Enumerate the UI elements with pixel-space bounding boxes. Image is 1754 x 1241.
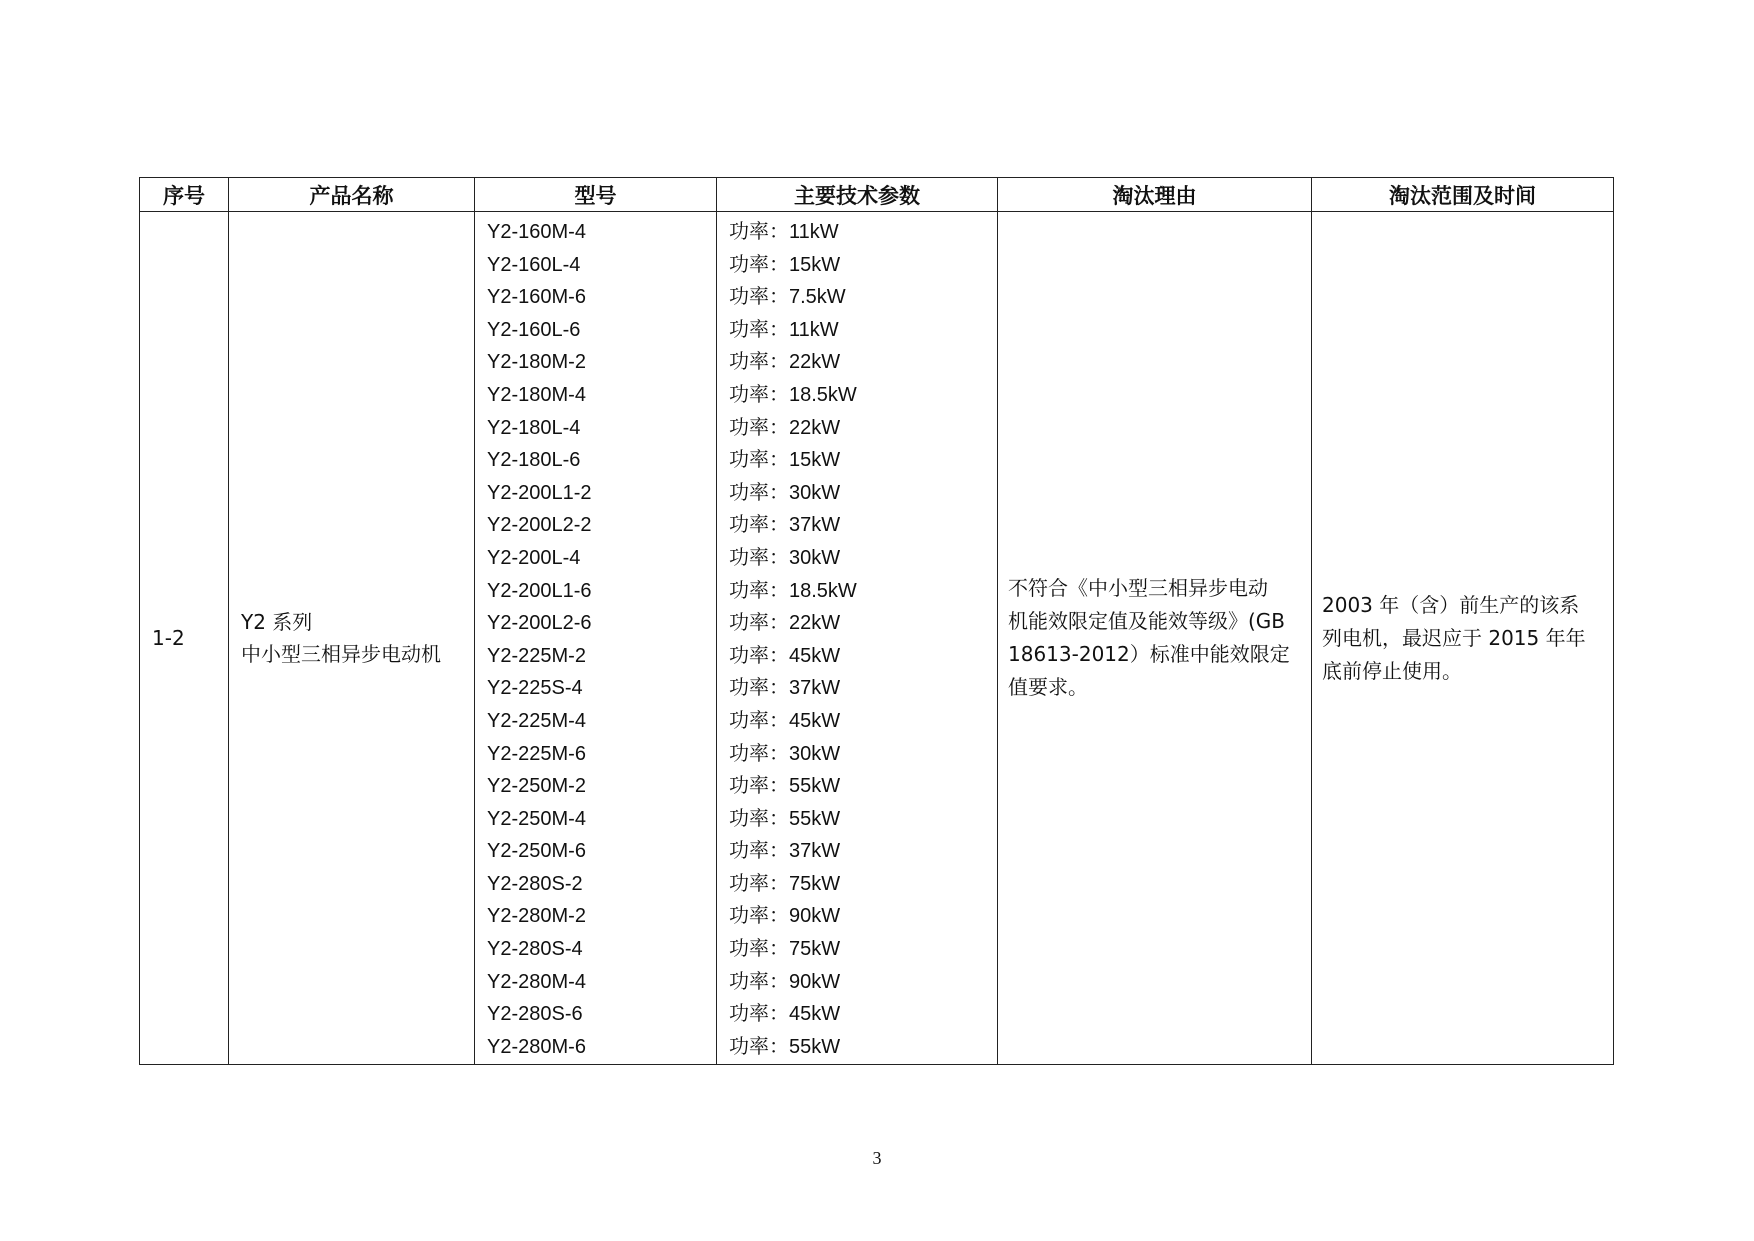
model-item: Y2-200L1-2 bbox=[487, 481, 592, 504]
tech-param-item: 功率：15kW bbox=[729, 449, 841, 472]
model-item: Y2-225S-4 bbox=[487, 677, 583, 700]
model-item: Y2-160M-6 bbox=[487, 286, 586, 309]
model-item: Y2-250M-4 bbox=[487, 807, 586, 830]
tech-param-item: 功率：55kW bbox=[729, 807, 841, 830]
model-item: Y2-160M-4 bbox=[487, 221, 586, 243]
tech-param-item: 功率：22kW bbox=[729, 351, 841, 374]
tech-param-item: 功率：45kW bbox=[729, 1003, 841, 1026]
page-number: 3 bbox=[872, 1148, 882, 1168]
model-item: Y2-180L-4 bbox=[487, 416, 581, 439]
scope-line: 列电机，最迟应于 2015 年年 bbox=[1322, 625, 1586, 650]
model-item: Y2-280M-2 bbox=[487, 905, 586, 928]
tech-param-item: 功率：7.5kW bbox=[729, 286, 846, 309]
model-item: Y2-180L-6 bbox=[487, 449, 581, 472]
tech-param-item: 功率：18.5kW bbox=[729, 383, 857, 406]
tech-param-item: 功率：15kW bbox=[729, 253, 841, 276]
model-item: Y2-160L-4 bbox=[487, 253, 581, 276]
model-item: Y2-180M-4 bbox=[487, 383, 586, 406]
model-item: Y2-180M-2 bbox=[487, 351, 586, 374]
tech-param-item: 功率：30kW bbox=[729, 481, 841, 504]
product-series: Y2 系列 bbox=[241, 610, 313, 635]
model-item: Y2-200L-4 bbox=[487, 546, 581, 569]
tech-params-cell bbox=[717, 212, 998, 1065]
reason-line: 不符合《中小型三相异步电动 bbox=[1008, 576, 1268, 601]
model-item: Y2-200L2-6 bbox=[487, 612, 592, 635]
model-cell bbox=[475, 212, 717, 1065]
tech-param-item: 功率：22kW bbox=[729, 416, 841, 439]
reason-line: 值要求。 bbox=[1008, 675, 1088, 700]
reason-line: 18613-2012）标准中能效限定 bbox=[1008, 642, 1290, 667]
model-item: Y2-200L1-6 bbox=[487, 579, 592, 602]
tech-param-item: 功率：37kW bbox=[729, 514, 841, 537]
tech-param-item: 功率：55kW bbox=[729, 775, 841, 798]
tech-param-item: 功率：30kW bbox=[729, 742, 841, 765]
tech-param-item: 功率：55kW bbox=[729, 1035, 841, 1058]
tech-param-item: 功率：90kW bbox=[729, 905, 841, 928]
scope-time-cell bbox=[1312, 212, 1614, 1065]
header-product-name: 产品名称 bbox=[229, 178, 475, 212]
model-item: Y2-225M-4 bbox=[487, 709, 586, 732]
model-item: Y2-225M-6 bbox=[487, 742, 586, 765]
tech-param-item: 功率：75kW bbox=[729, 938, 841, 961]
tech-param-item: 功率：22kW bbox=[729, 612, 841, 635]
header-reason: 淘汰理由 bbox=[998, 178, 1312, 212]
model-item: Y2-250M-6 bbox=[487, 840, 586, 863]
model-item: Y2-250M-2 bbox=[487, 775, 586, 798]
model-item: Y2-280M-6 bbox=[487, 1035, 586, 1058]
tech-param-item: 功率：18.5kW bbox=[729, 579, 857, 602]
model-item: Y2-280S-6 bbox=[487, 1003, 583, 1026]
seq-number: 1-2 bbox=[152, 626, 185, 651]
model-item: Y2-280S-4 bbox=[487, 938, 583, 961]
tech-param-item: 功率：37kW bbox=[729, 840, 841, 863]
header-scope-time: 淘汰范围及时间 bbox=[1312, 178, 1614, 212]
tech-params-list bbox=[717, 212, 997, 1064]
model-item: Y2-200L2-2 bbox=[487, 514, 592, 537]
header-tech-params: 主要技术参数 bbox=[717, 178, 998, 212]
model-item: Y2-225M-2 bbox=[487, 644, 586, 667]
tech-param-item: 功率：90kW bbox=[729, 970, 841, 993]
model-item: Y2-280S-2 bbox=[487, 872, 583, 895]
tech-param-item: 功率：37kW bbox=[729, 677, 841, 700]
reason-line: 机能效限定值及能效等级》(GB bbox=[1008, 609, 1286, 634]
table-row bbox=[140, 212, 1614, 1065]
header-seq: 序号 bbox=[140, 178, 229, 212]
tech-param-item: 功率：45kW bbox=[729, 644, 841, 667]
model-list bbox=[475, 212, 716, 1064]
tech-param-item: 功率：11kW bbox=[729, 221, 839, 243]
seq-cell bbox=[140, 212, 229, 1065]
scope-line: 底前停止使用。 bbox=[1322, 658, 1462, 683]
model-item: Y2-160L-6 bbox=[487, 318, 581, 341]
tech-param-item: 功率：30kW bbox=[729, 546, 841, 569]
table-header-row bbox=[140, 178, 1614, 212]
tech-param-item: 功率：75kW bbox=[729, 872, 841, 895]
tech-param-item: 功率：45kW bbox=[729, 709, 841, 732]
scope-line: 2003 年（含）前生产的该系 bbox=[1322, 592, 1580, 617]
product-description: 中小型三相异步电动机 bbox=[241, 642, 441, 667]
model-item: Y2-280M-4 bbox=[487, 970, 586, 993]
reason-cell bbox=[998, 212, 1312, 1065]
product-name-cell bbox=[229, 212, 475, 1065]
tech-param-item: 功率：11kW bbox=[729, 318, 839, 341]
header-model: 型号 bbox=[475, 178, 717, 212]
elimination-table bbox=[139, 177, 1614, 1065]
